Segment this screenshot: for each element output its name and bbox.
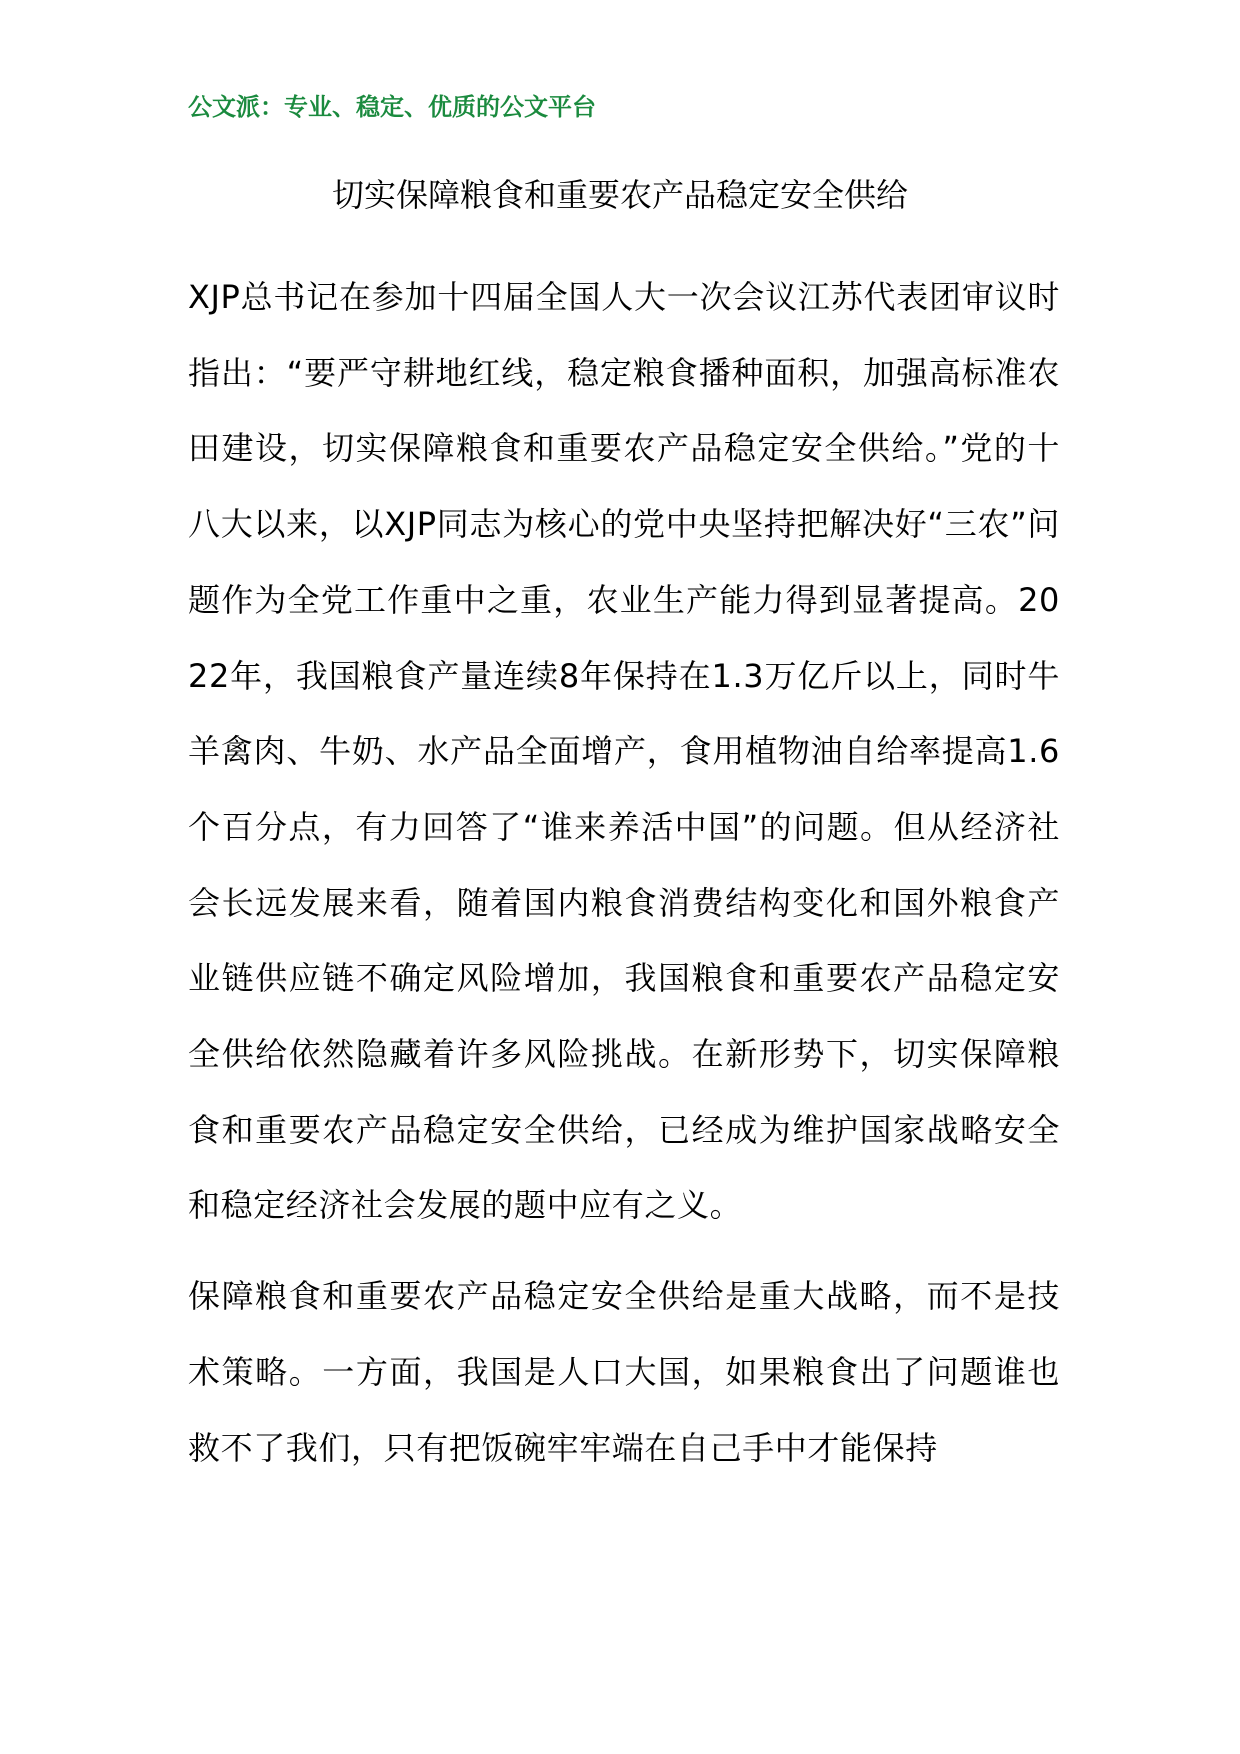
brand-header: 公文派：专业、稳定、优质的公文平台 <box>188 93 596 121</box>
document-body <box>188 260 1060 1486</box>
document-title: 切实保障粮食和重要农产品稳定安全供给 <box>331 176 908 214</box>
paragraph-2: 保障粮食和重要农产品稳定安全供给是重大战略，而不是技术策略。一方面，我国是人口大国，如果粮食出了问题谁也救不了我们，只有把饭碗牢牢端在自己手中才能保持 <box>188 1277 1060 1467</box>
paragraph-1: XJP总书记在参加十四届全国人大一次会议江苏代表团审议时指出：“要严守耕地红线，稳定粮食播种面积，加强高标准农田建设，切实保障粮食和重要农产品稳定安全供给。”党的十八大以来，以XJP同志为核心的党中央坚持把解决好“三农”问题作为全党工作重中之重，农业生产能力得到显著提高。2022年，我国粮食产量连续8年保持在1.3万亿斤以上，同时牛羊禽肉、牛奶、水产品全面增产，食用植物油自给率提高1.6个百分点，有力回答了“谁来养活中国”的问题。但从经济社会长远发展来看，随着国内粮食消费结构变化和国外粮食产业链供应链不确定风险增加，我国粮食和重要农产品稳定安全供给依然隐藏着许多风险挑战。在新形势下，切实保障粮食和重要农产品稳定安全供给，已经成为维护国家战略安全和稳定经济社会发展的题中应有之义。 <box>188 278 1060 1225</box>
